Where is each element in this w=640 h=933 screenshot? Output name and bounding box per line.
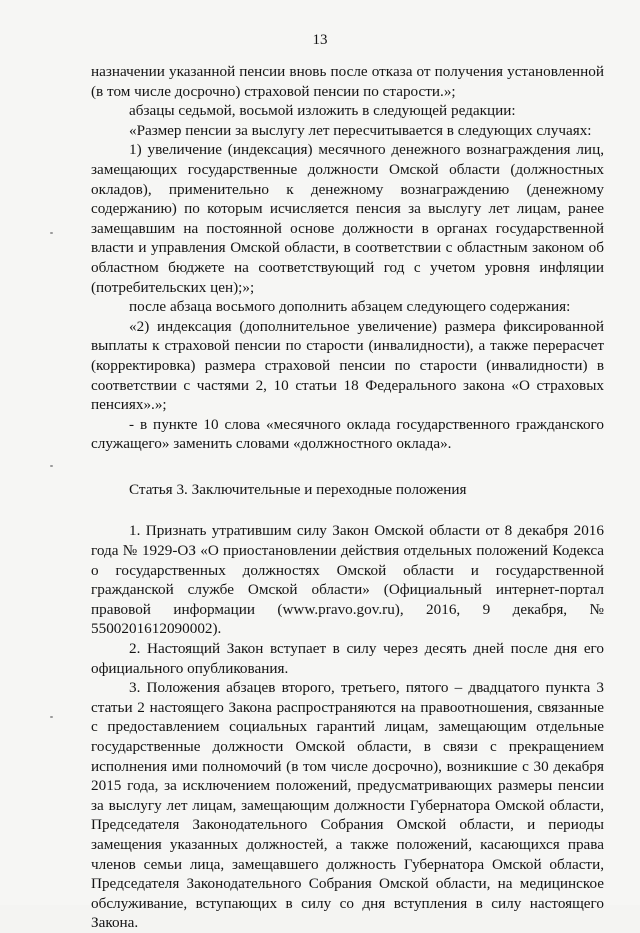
paragraph-add-after-8: после абзаца восьмого дополнить абзацем следующего содержания: bbox=[129, 298, 571, 316]
paragraph-3-3: 3. Положения абзацев второго, третьего, пятого – двадцатого пункта 3 статьи 2 настоящего Закона распространяются на правоотношения, связанные с предоставлением социальных гарантий лицам, замещающим отдельные государственные должности Омской области, в связи с прекращением исполнения ими полномочий (в том числе досрочно), возникшие с 30 декабря 2015 года, за исключением положений, предусматривающих размеры пенсии за выслугу лет лицам, замещающим должности Губернатора Омской области, Председателя Законодательного Собрания Омской области, и периоды замещения указанных должностей, а также положений, касающихся права членов семьи лица, замещавшего должность Губернатора Омской области, Председателя Законодательного Собрания Омской области, на медицинское обслуживание, вступающих в силу со дня вступления в силу настоящего Закона. bbox=[91, 679, 604, 932]
paragraph-item-1: 1) увеличение (индексация) месячного денежного вознаграждения лиц, замещающих государственные должности Омской области (должностных окладов), применительно к денежному вознаграждению (денежному содержанию) по которым исчисляется пенсия за выслугу лет лицам, ранее замещавшим на постоянной основе должности в органах государственной власти и управления Омской области, в соответствии с областным законом об областном бюджете на соответствующий год с учетом уровня инфляции (потребительских цен);»; bbox=[91, 141, 604, 296]
article-3-heading: Статья 3. Заключительные и переходные положения bbox=[129, 480, 467, 498]
page-number: 13 bbox=[312, 32, 328, 48]
paragraph-3-1: 1. Признать утратившим силу Закон Омской области от 8 декабря 2016 года № 1929-ОЗ «О приостановлении действия отдельных положений Кодекса о государственных должностях Омской области и государственной гражданской службе Омской области» (Официальный интернет-портал правовой информации (www.pravo.gov.ru), 2016, 9 декабря, № 5500201612090002). bbox=[91, 522, 604, 638]
paragraph-continuation: назначении указанной пенсии вновь после отказа от получения установленной (в том числе досрочно) страховой пенсии по старости.»; bbox=[91, 63, 604, 100]
paragraph-recalc-cases: «Размер пенсии за выслугу лет пересчитывается в следующих случаях: bbox=[129, 121, 592, 139]
paragraph-point-10: - в пункте 10 слова «месячного оклада государственного гражданского служащего» заменить словами «должностного оклада». bbox=[91, 415, 604, 453]
document-body bbox=[91, 62, 604, 933]
scan-speck bbox=[50, 716, 53, 718]
scan-speck bbox=[50, 232, 53, 234]
paragraph-amendment-7-8: абзацы седьмой, восьмой изложить в следующей редакции: bbox=[129, 102, 516, 120]
paragraph-item-2: «2) индексация (дополнительное увеличение) размера фиксированной выплаты к страховой пенсии по старости (инвалидности), а также перерасчет (корректировка) размера страховой пенсии по старости (инвалидности) в соответствии с частями 2, 10 статьи 18 Федерального закона «О страховых пенсиях».»; bbox=[91, 317, 604, 414]
paragraph-3-2: 2. Настоящий Закон вступает в силу через десять дней после дня его официального опубликования. bbox=[91, 640, 604, 677]
scan-speck bbox=[50, 465, 53, 467]
